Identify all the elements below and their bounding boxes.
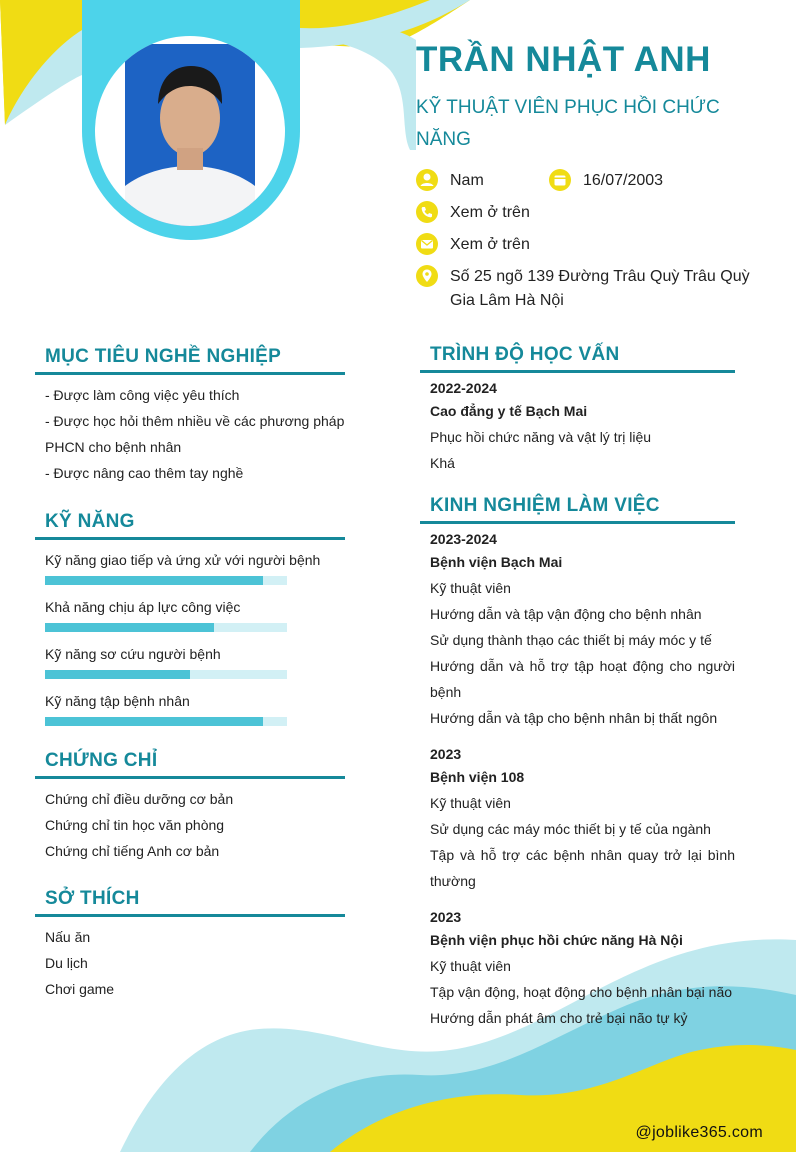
skill-level-bar bbox=[45, 670, 287, 679]
job-position: Kỹ thuật viên bbox=[430, 958, 511, 974]
calendar-icon bbox=[549, 169, 571, 191]
phone-icon bbox=[416, 201, 438, 223]
dob-value: 16/07/2003 bbox=[583, 172, 664, 189]
skill-item bbox=[35, 691, 345, 726]
list-item: Chơi game bbox=[45, 981, 115, 997]
skill-level-fill bbox=[45, 623, 214, 632]
skills-section bbox=[35, 511, 345, 738]
objective-section bbox=[35, 346, 345, 486]
watermark: @joblike365.com bbox=[635, 1124, 763, 1141]
skill-label: Kỹ năng tập bệnh nhân bbox=[45, 693, 190, 709]
list-item: Nấu ăn bbox=[45, 929, 91, 945]
gender-value: Nam bbox=[450, 172, 484, 189]
job-period: 2023 bbox=[430, 746, 462, 762]
skill-level-fill bbox=[45, 670, 190, 679]
skill-level-bar bbox=[45, 576, 287, 585]
skill-item bbox=[35, 550, 345, 585]
location-icon bbox=[416, 265, 438, 287]
job-title: KỸ THUẬT VIÊN PHỤC HỒI CHỨC NĂNG bbox=[416, 97, 720, 150]
list-item: Chứng chỉ điều dưỡng cơ bản bbox=[45, 791, 234, 807]
grade: Khá bbox=[430, 455, 455, 471]
list-item: Du lịch bbox=[45, 955, 88, 971]
company-name: Bệnh viện Bạch Mai bbox=[430, 554, 563, 570]
section-heading: CHỨNG CHỈ bbox=[35, 750, 345, 779]
user-icon bbox=[416, 169, 438, 191]
job-duty: Hướng dẫn và tập vận động cho bệnh nhân bbox=[430, 606, 702, 622]
contact-info bbox=[416, 169, 776, 313]
job-position: Kỹ thuật viên bbox=[430, 580, 511, 596]
list-item: Chứng chỉ tin học văn phòng bbox=[45, 817, 225, 833]
job-duty: Hướng dẫn và hỗ trợ tập hoạt động cho người bệnh bbox=[430, 658, 735, 700]
section-heading: TRÌNH ĐỘ HỌC VẤN bbox=[420, 344, 735, 373]
list-item: Chứng chỉ tiếng Anh cơ bản bbox=[45, 843, 220, 859]
section-heading: MỤC TIÊU NGHỀ NGHIỆP bbox=[35, 346, 345, 375]
education-section bbox=[420, 344, 735, 476]
list-item: - Được học hỏi thêm nhiều về các phương pháp PHCN cho bệnh nhân bbox=[45, 413, 345, 455]
candidate-name: TRẦN NHẬT ANH bbox=[416, 40, 711, 79]
skill-level-fill bbox=[45, 717, 263, 726]
section-heading: KỸ NĂNG bbox=[35, 511, 345, 540]
profile-photo bbox=[95, 36, 285, 226]
skill-item bbox=[35, 597, 345, 632]
education-period: 2022-2024 bbox=[430, 380, 497, 396]
skill-label: Kỹ năng giao tiếp và ứng xử với người bệnh bbox=[45, 552, 321, 568]
skill-level-bar bbox=[45, 717, 287, 726]
job-duty: Hướng dẫn và tập cho bệnh nhân bị thất ngôn bbox=[430, 710, 718, 726]
company-name: Bệnh viện 108 bbox=[430, 769, 525, 785]
job-position: Kỹ thuật viên bbox=[430, 795, 511, 811]
email-icon bbox=[416, 233, 438, 255]
job-entry bbox=[420, 529, 735, 731]
phone-value: Xem ở trên bbox=[450, 204, 530, 221]
list-item: - Được làm công việc yêu thích bbox=[45, 387, 240, 403]
list-item: - Được nâng cao thêm tay nghề bbox=[45, 465, 244, 481]
job-duty: Tập vận động, hoạt động cho bệnh nhân bại não bbox=[430, 984, 733, 1000]
job-period: 2023-2024 bbox=[430, 531, 497, 547]
job-duty: Hướng dẫn phát âm cho trẻ bại não tự kỷ bbox=[430, 1010, 688, 1026]
section-heading: SỞ THÍCH bbox=[35, 888, 345, 917]
job-duty: Sử dụng thành thạo các thiết bị máy móc y tế bbox=[430, 632, 712, 648]
job-duty: Sử dụng các máy móc thiết bị y tế của ngành bbox=[430, 821, 711, 837]
job-period: 2023 bbox=[430, 909, 462, 925]
email-value: Xem ở trên bbox=[450, 236, 530, 253]
skill-level-fill bbox=[45, 576, 263, 585]
skill-level-bar bbox=[45, 623, 287, 632]
major: Phục hồi chức năng và vật lý trị liệu bbox=[430, 429, 652, 445]
skill-label: Kỹ năng sơ cứu người bệnh bbox=[45, 646, 221, 662]
job-duty: Tập và hỗ trợ các bệnh nhân quay trở lại bình thường bbox=[430, 847, 735, 889]
experience-section bbox=[420, 495, 735, 1031]
hobbies-section bbox=[35, 888, 345, 1002]
skill-item bbox=[35, 644, 345, 679]
certificates-section bbox=[35, 750, 345, 864]
address-value: Số 25 ngõ 139 Đường Trâu Quỳ Trâu Quỳ Gia Lâm Hà Nội bbox=[450, 268, 750, 309]
job-entry bbox=[420, 907, 735, 1031]
section-heading: KINH NGHIỆM LÀM VIỆC bbox=[420, 495, 735, 524]
school-name: Cao đẳng y tế Bạch Mai bbox=[430, 403, 588, 419]
job-entry bbox=[420, 744, 735, 894]
company-name: Bệnh viện phục hồi chức năng Hà Nội bbox=[430, 932, 683, 948]
skill-label: Khả năng chịu áp lực công việc bbox=[45, 599, 241, 615]
